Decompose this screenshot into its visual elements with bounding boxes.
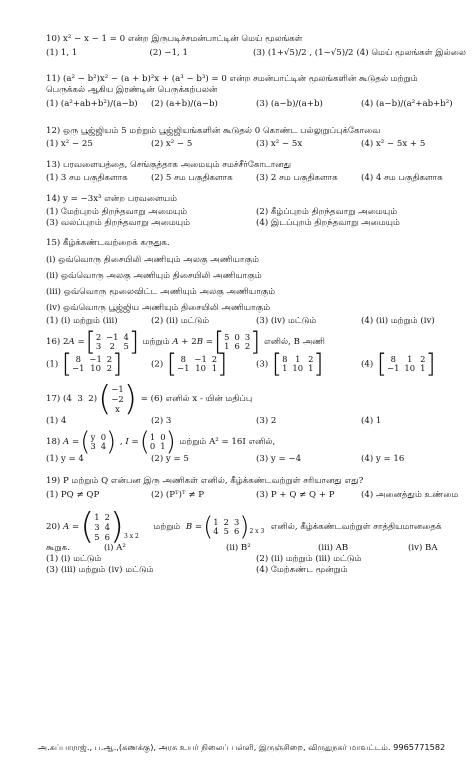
q18-option-2: (2) y = 5: [151, 454, 189, 464]
q20-choice-4: (iv) BA: [408, 543, 438, 553]
q20-text-state: கூறுக.: [46, 543, 71, 553]
q16-option-4: (4) [ 8 1 2 −1 10 1 ]: [361, 349, 436, 379]
q10-option-4: (4) மெய் மூலங்கள் இல்லை: [356, 48, 466, 58]
question-12: [46, 126, 466, 150]
question-17: [46, 379, 466, 427]
q17-option-3: (3) 2: [256, 416, 277, 426]
q13-option-2: (2) 5 சம பகுதிகளாக: [151, 173, 233, 183]
question-11: [46, 74, 466, 110]
question-19: [46, 476, 466, 501]
q15-item-1: (i) ஒவ்வொரு திசையிலி அணியும் அலகு அணியாகும்: [46, 255, 259, 265]
q17-row-vector: (4 3 2): [63, 393, 98, 404]
q15-item-3: (iii) ஒவ்வொரு மூலைவிட்ட அணியும் அலகு அணியாகும்: [46, 287, 276, 297]
q16-text-and: மற்றும்: [142, 336, 170, 347]
q11-stem-line2: பெருக்கல் ஆகிய இரண்டின் பெருக்கற்பலன்: [46, 85, 218, 95]
q17-number: 17): [46, 393, 61, 404]
q18-number: 18): [46, 436, 61, 447]
q15-option-2: (2) (ii) மட்டும்: [151, 316, 210, 326]
q18-matrix-i: ( 1 0 0 1 ): [139, 427, 176, 457]
q12-option-2: (2) x² − 5: [151, 139, 193, 149]
q18-option-3: (3) y = −4: [256, 454, 302, 464]
q11-option-2: (2) (a+b)/(a−b): [151, 99, 218, 109]
q17-text: = (6) எனில் x - யின் மதிப்பு: [140, 393, 253, 404]
q18-matrix-a: ( y 0 3 4 ): [80, 427, 117, 457]
q17-option-4: (4) 1: [361, 416, 382, 426]
q19-option-4: (4) அனைத்தும் உண்மை: [361, 490, 459, 500]
q11-option-3: (3) (a−b)/(a+b): [256, 99, 323, 109]
q10-option-2: (2) −1, 1: [149, 48, 188, 58]
q13-stem: 13) பரவளையத்தை, செங்குத்தாக அமையும் சமச்சீர்கோடானது: [46, 160, 292, 170]
question-14: [46, 194, 466, 229]
q17-column-vector: ( −1 −2 x ): [98, 379, 137, 419]
q20-matrix-a: ( 1 2 3 4 5 6 ) 3 x 2: [80, 506, 139, 547]
q19-option-3: (3) P + Q ≠ Q + P: [256, 490, 335, 500]
q14-option-3: (3) வலப்புறம் திறந்தவாறு அமையும்: [46, 218, 191, 228]
q13-option-1: (1) 3 சம பகுதிகளாக: [46, 173, 128, 183]
q20-option-2: (2) (ii) மற்றும் (iii) மட்டும்: [256, 554, 362, 564]
q16-matrix-a2b: [ 5 0 3 1 6 2 ]: [213, 327, 261, 357]
q10-option-3: (3) (1+√5)/2 , (1−√5)/2: [252, 48, 354, 58]
q16-text-then: எனில், B அணி: [264, 336, 326, 347]
q14-option-4: (4) இடப்புறம் திறந்தவாறு அமையும்: [256, 218, 400, 228]
q18-option-4: (4) y = 16: [361, 454, 405, 464]
q20-number: 20): [46, 521, 61, 532]
q17-option-1: (1) 4: [46, 416, 67, 426]
q19-stem: 19) P மற்றும் Q என்பன இரு அணிகள் எனில், கீழ்க்கண்டவற்றுள் சரியானது எது?: [46, 476, 364, 486]
q20-option-1: (1) (i) மட்டும்: [46, 554, 102, 564]
q11-stem-line1: 11) (a² − b²)x² − (a + b)²x + (a³ − b³) = 0 என்ற சமன்பாட்டின் மூலங்களின் கூடுதல் மற்றும்: [46, 74, 418, 84]
q20-text-and: மற்றும்: [153, 521, 181, 532]
q20-option-4: (4) மேற்கண்ட மூன்றும்: [256, 565, 348, 575]
q17-option-2: (2) 3: [151, 416, 172, 426]
question-16: 16) 2 A = [ 2 −1 4 3 2 5 ] மற்றும் A + 2 B = [ 5 0 3 1 6 2 ] எனில், B அணி (1) [ 8 −1 2 −1 10 2 ] (2) [ 8 −1 2 −1 10 1 ] (3) [ 8 1 2 1 10 1 ] (4) [ 8 1 2 −1 10 1 ]: [46, 332, 466, 374]
q16-matrix-2a: [ 2 −1 4 3 2 5 ]: [85, 327, 140, 357]
q12-stem: 12) ஒரு பூஜ்ஜியம் 5 மற்றும் பூஜ்ஜியங்களின் கூடுதல் 0 கொண்ட பல்லுறுப்புக்கோவை: [46, 126, 381, 136]
q15-option-4: (4) (ii) மற்றும் (iv): [361, 316, 435, 326]
q15-item-4: (iv) ஒவ்வொரு பூஜ்ஜிய அணியும் திசையிலி அணியாகும்: [46, 303, 271, 313]
question-18: 18) A = ( y 0 3 4 ) , I = ( 1 0 0 1 ) மற்றும் A² = 16I எனில், (1) y = 4 (2) y = 5 (3) y = −4 (4) y = 16: [46, 432, 466, 465]
q15-stem: 15) கீழ்க்கண்டவற்றைக் கருதுக.: [46, 238, 170, 248]
page-footer: அ.சுப்பாராஜ்., ப.ஆ.,(கணக்கு), அரசு உயர் நிலைப் பள்ளி, இருஞ்சிறை, விருதுநகர் மாவட்டம். 9965771582: [38, 742, 446, 752]
q15-option-3: (3) (iv) மட்டும்: [256, 316, 317, 326]
q19-option-2: (2) (Pᵀ)ᵀ ≠ P: [151, 490, 205, 500]
q20-text-then: எனில், கீழ்க்கண்டவற்றுள் சாத்தியமானதைக்: [270, 521, 442, 532]
question-10: [46, 34, 466, 59]
q20-option-3: (3) (iii) மற்றும் (iv) மட்டும்: [46, 565, 154, 575]
q20-matrix-b: ( 1 2 3 4 5 6 ) 2 x 3: [203, 512, 265, 542]
q14-option-2: (2) கீழ்ப்புறம் திறந்தவாறு அமையும்: [256, 207, 398, 217]
q20-choice-2: (ii) B²: [226, 543, 251, 553]
q11-option-1: (1) (a²+ab+b²)/(a−b): [46, 99, 138, 109]
q16-number: 16): [46, 336, 61, 347]
q10-stem: 10) x² − x − 1 = 0 என்ற இருபடிச்சமன்பாட்டின் மெய் மூலங்கள்: [46, 34, 303, 44]
q12-option-1: (1) x² − 25: [46, 139, 93, 149]
q14-stem: 14) y = −3x³ என்ற பரவளையம்: [46, 194, 178, 204]
q16-option-2: (2) [ 8 −1 2 −1 10 1 ]: [151, 349, 228, 379]
q15-option-1: (1) (i) மற்றும் (iii): [46, 316, 118, 326]
q19-option-1: (1) PQ ≠ QP: [46, 490, 100, 500]
question-15: [46, 238, 466, 327]
q16-option-1: (1) [ 8 −1 2 −1 10 2 ]: [46, 349, 123, 379]
q16-option-3: (3) [ 8 1 2 1 10 1 ]: [256, 349, 324, 379]
q12-option-4: (4) x² − 5x + 5: [361, 139, 426, 149]
q15-item-2: (ii) ஒவ்வொரு அலகு அணியும் திசையிலி அணியாகும்: [46, 271, 262, 281]
q11-option-4: (4) (a−b)/(a²+ab+b²): [361, 99, 453, 109]
q20-choice-1: (i) A²: [104, 543, 126, 553]
question-13: [46, 160, 466, 184]
q13-option-4: (4) 4 சம பகுதிகளாக: [361, 173, 443, 183]
q13-option-3: (3) 2 சம பகுதிகளாக: [256, 173, 338, 183]
q20-choice-3: (iii) AB: [318, 543, 349, 553]
q12-option-3: (3) x² − 5x: [256, 139, 303, 149]
q14-option-1: (1) மேற்புறம் திறந்தவாறு அமையும்: [46, 207, 188, 217]
q18-option-1: (1) y = 4: [46, 454, 84, 464]
q18-text: மற்றும் A² = 16I எனில்,: [179, 436, 276, 447]
q10-option-1: (1) 1, 1: [46, 48, 78, 58]
question-20: 20) A = ( 1 2 3 4 5 6 ) 3 x 2 மற்றும் B = ( 1 2 3 4 5 6 ) 2 x 3 எனில், கீழ்க்கண்டவற்றுள் சாத்தியமானதைக் கூறுக. (i) A² (ii) B² (iii) AB (iv) BA (1) (i) மட்டும் (2) (ii) மற்றும் (iii) மட்டும் (3) (iii) மற்றும் (iv) மட்டும் (4) மேற்கண்ட மூன்றும்: [46, 512, 466, 576]
